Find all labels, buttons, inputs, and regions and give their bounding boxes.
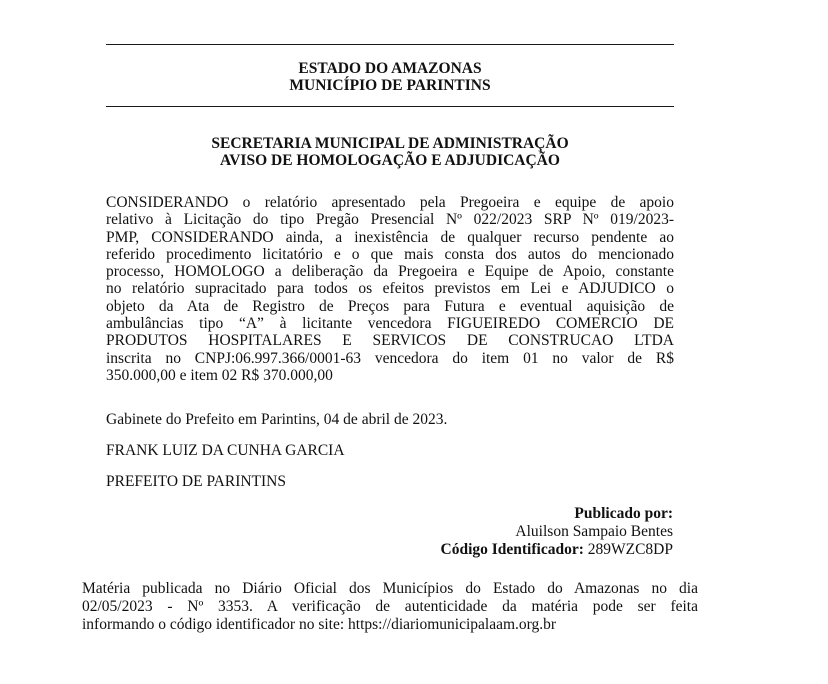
- body-line: no relatório supracitado para todos os efeitos previstos em Lei e ADJUDICO o: [106, 280, 674, 298]
- identifier-code-value: 289WZC8DP: [587, 541, 673, 558]
- signatory-name: FRANK LUIZ DA CUNHA GARCIA: [106, 442, 345, 459]
- footer-line: Matéria publicada no Diário Oficial dos Municípios do Estado do Amazonas no dia: [82, 580, 698, 597]
- body-line: PMP, CONSIDERANDO ainda, a inexistência de qualquer recurso pendente ao: [106, 228, 674, 246]
- body-line: ambulâncias tipo “A” à licitante vencedora FIGUEIREDO COMERCIO DE: [106, 315, 674, 333]
- signatory-role: PREFEITO DE PARINTINS: [106, 473, 286, 490]
- header-rule: [106, 106, 674, 107]
- body-line: objeto da Ata de Registro de Preços para Futura e eventual aquisição de: [106, 297, 674, 315]
- body-line: relativo à Licitação do tipo Pregão Presencial Nº 022/2023 SRP Nº 019/2023-: [106, 211, 674, 229]
- place-date: Gabinete do Prefeito em Parintins, 04 de abril de 2023.: [106, 411, 448, 428]
- body-line: CONSIDERANDO o relatório apresentado pela Pregoeira e equipe de apoio: [106, 194, 674, 211]
- body-line: inscrita no CNPJ:06.997.366/0001-63 vencedora do item 01 no valor de R$: [106, 349, 674, 367]
- identifier-code: [441, 541, 674, 558]
- body-line: 350.000,00 e item 02 R$ 370.000,00: [106, 366, 333, 384]
- footer-line: 02/05/2023 - Nº 3353. A verificação de autenticidade da matéria pode ser feita: [82, 598, 698, 615]
- body-line: referido procedimento licitatório e o que mais consta dos autos do mencionado: [106, 245, 674, 263]
- identifier-code-label: Código Identificador:: [440, 541, 584, 558]
- notice-body: [106, 194, 674, 384]
- top-rule: [106, 44, 674, 45]
- publication-footer: [82, 580, 698, 634]
- footer-line: informando o código identificador no site: https://diariomunicipalaam.org.br: [82, 616, 557, 633]
- published-by-label: Publicado por:: [574, 505, 673, 522]
- body-line: PRODUTOS HOSPITALARES E SERVICOS DE CONSTRUCAO LTDA: [106, 332, 674, 350]
- department-heading: SECRETARIA MUNICIPAL DE ADMINISTRAÇÃO: [211, 135, 569, 152]
- body-line: processo, HOMOLOGO a deliberação da Pregoeira e Equipe de Apoio, constante: [106, 263, 674, 281]
- municipality-heading: MUNICÍPIO DE PARINTINS: [289, 77, 491, 94]
- notice-title: AVISO DE HOMOLOGAÇÃO E ADJUDICAÇÃO: [220, 152, 560, 169]
- publisher-name: Aluilson Sampaio Bentes: [515, 523, 673, 540]
- state-heading: ESTADO DO AMAZONAS: [298, 60, 482, 77]
